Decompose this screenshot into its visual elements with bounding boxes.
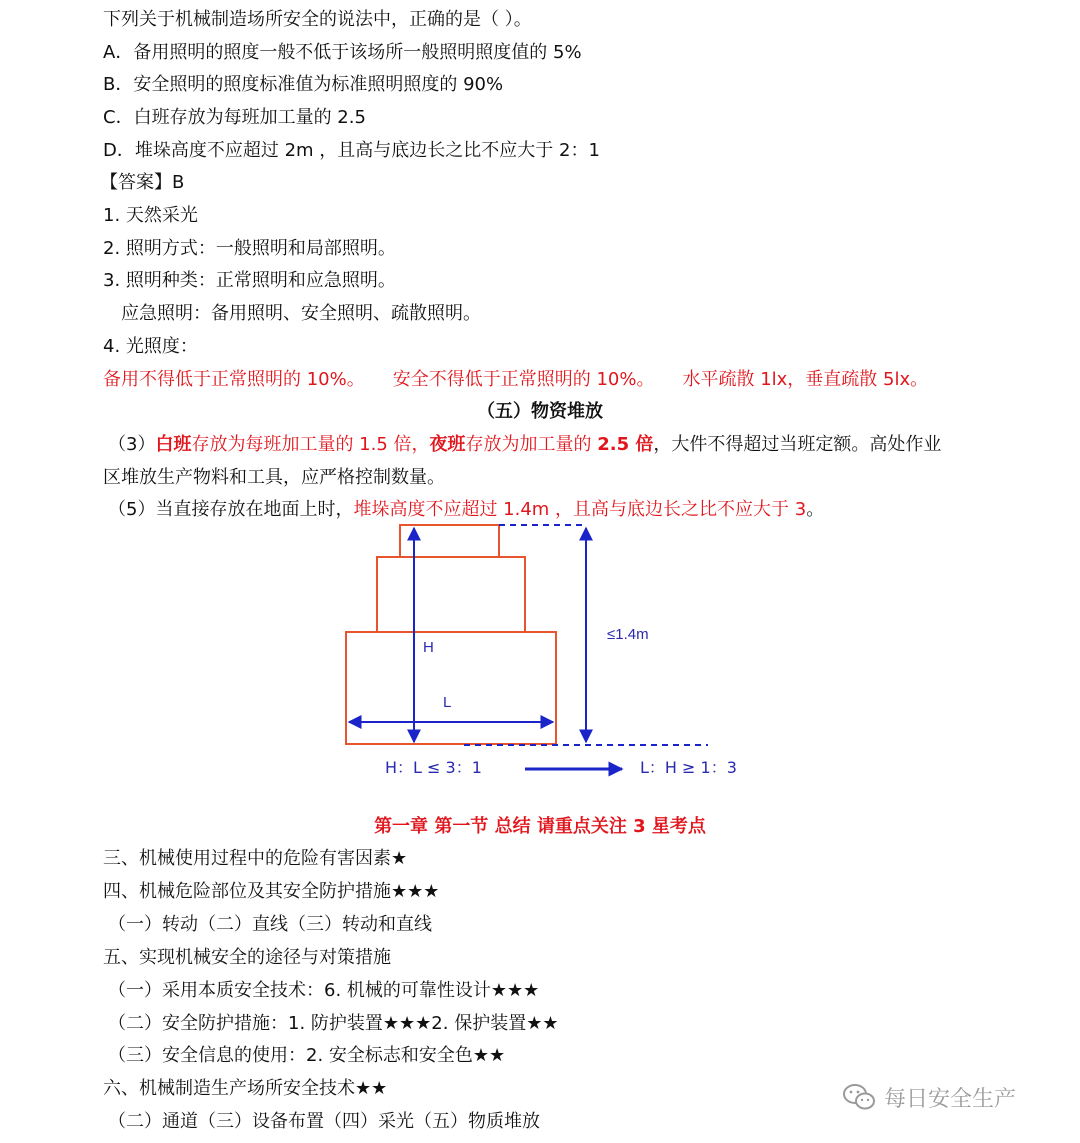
p3-number: （3） xyxy=(108,434,156,455)
watermark-text: 每日安全生产 xyxy=(884,1086,1017,1112)
summary-line: （二）通道（三）设备布置（四）采光（五）物质堆放 xyxy=(108,1111,540,1132)
h-label: H xyxy=(423,639,434,656)
option-d: D．堆垛高度不应超过 2m ，且高与底边长之比不应大于 2：1 xyxy=(103,140,600,161)
p5-rule: 堆垛高度不应超过 1.4m ，且高与底边长之比不应大于 3 xyxy=(353,499,807,520)
option-b: B．安全照明的照度标准值为标准照明照度的 90% xyxy=(103,74,504,95)
summary-line: 四、机械危险部位及其安全防护措施★★★ xyxy=(103,881,440,902)
paragraph-3-line2: 区堆放生产物料和工具，应严格控制数量。 xyxy=(103,467,445,488)
note-item: 2. 照明方式：一般照明和局部照明。 xyxy=(103,238,396,259)
stack-box-bottom xyxy=(346,632,556,744)
summary-line: （三）安全信息的使用：2. 安全标志和安全色★★ xyxy=(108,1045,506,1066)
wechat-icon xyxy=(842,1083,876,1111)
p5-intro: （5）当直接存放在地面上时， xyxy=(108,499,354,520)
illuminance-backup: 备用不得低于正常照明的 10%。 xyxy=(103,369,365,390)
p3-dayshift: 白班 xyxy=(155,434,192,455)
ratio-right-label: L：H ≥ 1：3 xyxy=(640,758,737,777)
section-title: （五）物资堆放 xyxy=(477,401,603,422)
p5-end: 。 xyxy=(806,499,825,520)
summary-line: 六、机械制造生产场所安全技术★★ xyxy=(103,1078,388,1099)
p3-nightshift-amount: 2.5 倍 xyxy=(597,434,654,455)
p3-dayshift-text: 存放为每班加工量的 1.5 倍， xyxy=(191,434,430,455)
summary-line: （二）安全防护措施：1. 防护装置★★★2. 保护装置★★ xyxy=(108,1013,559,1034)
p3-nightshift-text: 存放为加工量的 xyxy=(465,434,598,455)
height-limit-label: ≤1.4m xyxy=(607,626,649,643)
illuminance-evacuation: 水平疏散 1lx，垂直疏散 5lx。 xyxy=(682,369,929,390)
note-item: 1. 天然采光 xyxy=(103,205,198,226)
note-item: 4. 光照度： xyxy=(103,336,198,357)
p3-tail: ，大件不得超过当班定额。高处作业 xyxy=(653,434,942,455)
answer: 【答案】B xyxy=(100,172,185,193)
l-label: L xyxy=(443,694,452,711)
summary-line: 五、实现机械安全的途径与对策措施 xyxy=(103,947,391,968)
summary-line: （一）采用本质安全技术：6. 机械的可靠性设计★★★ xyxy=(108,980,540,1001)
option-a: A．备用照明的照度一般不低于该场所一般照明照度值的 5% xyxy=(103,42,582,63)
question-stem: 下列关于机械制造场所安全的说法中，正确的是（ ）。 xyxy=(103,9,532,30)
summary-title: 第一章 第一节 总结 请重点关注 3 星考点 xyxy=(374,816,706,837)
ratio-left-label: H：L ≤ 3：1 xyxy=(385,758,482,777)
summary-line: （一）转动（二）直线（三）转动和直线 xyxy=(108,914,432,935)
stack-box-middle xyxy=(377,557,525,632)
summary-line: 三、机械使用过程中的危险有害因素★ xyxy=(103,848,408,869)
note-item: 应急照明：备用照明、安全照明、疏散照明。 xyxy=(121,303,481,324)
option-c: C．白班存放为每班加工量的 2.5 xyxy=(103,107,366,128)
note-item: 3. 照明种类：正常照明和应急照明。 xyxy=(103,270,396,291)
p3-nightshift: 夜班 xyxy=(429,434,466,455)
watermark xyxy=(842,1080,1016,1114)
illuminance-safety: 安全不得低于正常照明的 10%。 xyxy=(392,369,655,390)
